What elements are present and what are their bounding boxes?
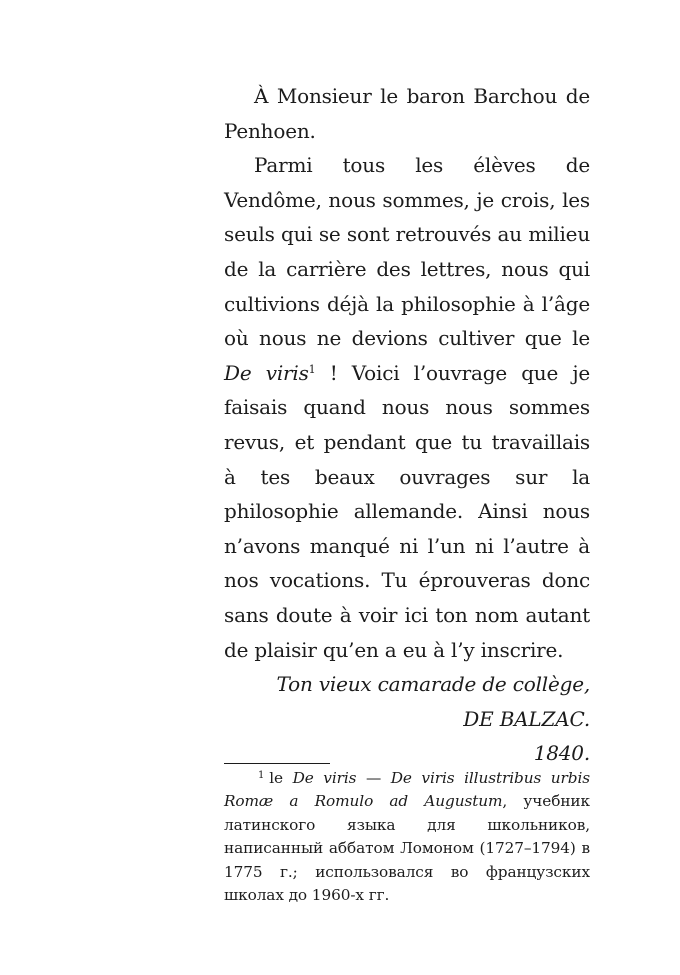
footnote bbox=[224, 767, 590, 907]
dedication-body-text-1: Parmi tous les élèves de Vendôme, nous sommes, je crois, les seuls qui se sont retrouvés au milieu de la carrière des lettres, nous qui cultivions déjà la philosophie à l’âge où nous ne devions cultiver que le bbox=[224, 153, 590, 351]
footnote-number: 1 bbox=[258, 770, 265, 781]
signature-year: 1840. bbox=[533, 741, 590, 766]
footnote-term: le bbox=[269, 769, 293, 787]
dedication-body-title: De viris bbox=[224, 360, 309, 385]
signature-closing: Ton vieux camarade de collège, bbox=[276, 672, 590, 697]
footnote-description: , учебник латинского языка для школьников, написанный аббатом Ломоном (1727–1794) в 1775 г.; использовался во французских школах до 1960-х гг. bbox=[224, 792, 590, 905]
dedication-body-text-2: ! Voici l’ouvrage que je faisais quand nous nous sommes revus, et pendant que tu travaillais à tes beaux ouvrages sur la philosophie allemande. Ainsi nous n’avons manqué ni l’un ni l’autre à nos vocations. Tu éprouveras donc sans doute à voir ici ton nom autant de plaisir qu’en a eu à l’y inscrire. bbox=[224, 360, 591, 662]
footnote-term-italic: De viris bbox=[292, 769, 357, 787]
footnote-reference[interactable]: 1 bbox=[308, 362, 316, 376]
signature-name: DE BALZAC. bbox=[463, 706, 590, 731]
dedication-body bbox=[224, 148, 590, 667]
page-body bbox=[224, 79, 590, 771]
dedication-salutation: À Monsieur le baron Barchou de Penhoen. bbox=[224, 84, 590, 143]
footnote-dash: — bbox=[356, 769, 391, 787]
footnote-full-title: De viris illustribus urbis Romæ a Romulo ad Augustum bbox=[224, 769, 590, 811]
footnote-divider bbox=[224, 763, 330, 764]
